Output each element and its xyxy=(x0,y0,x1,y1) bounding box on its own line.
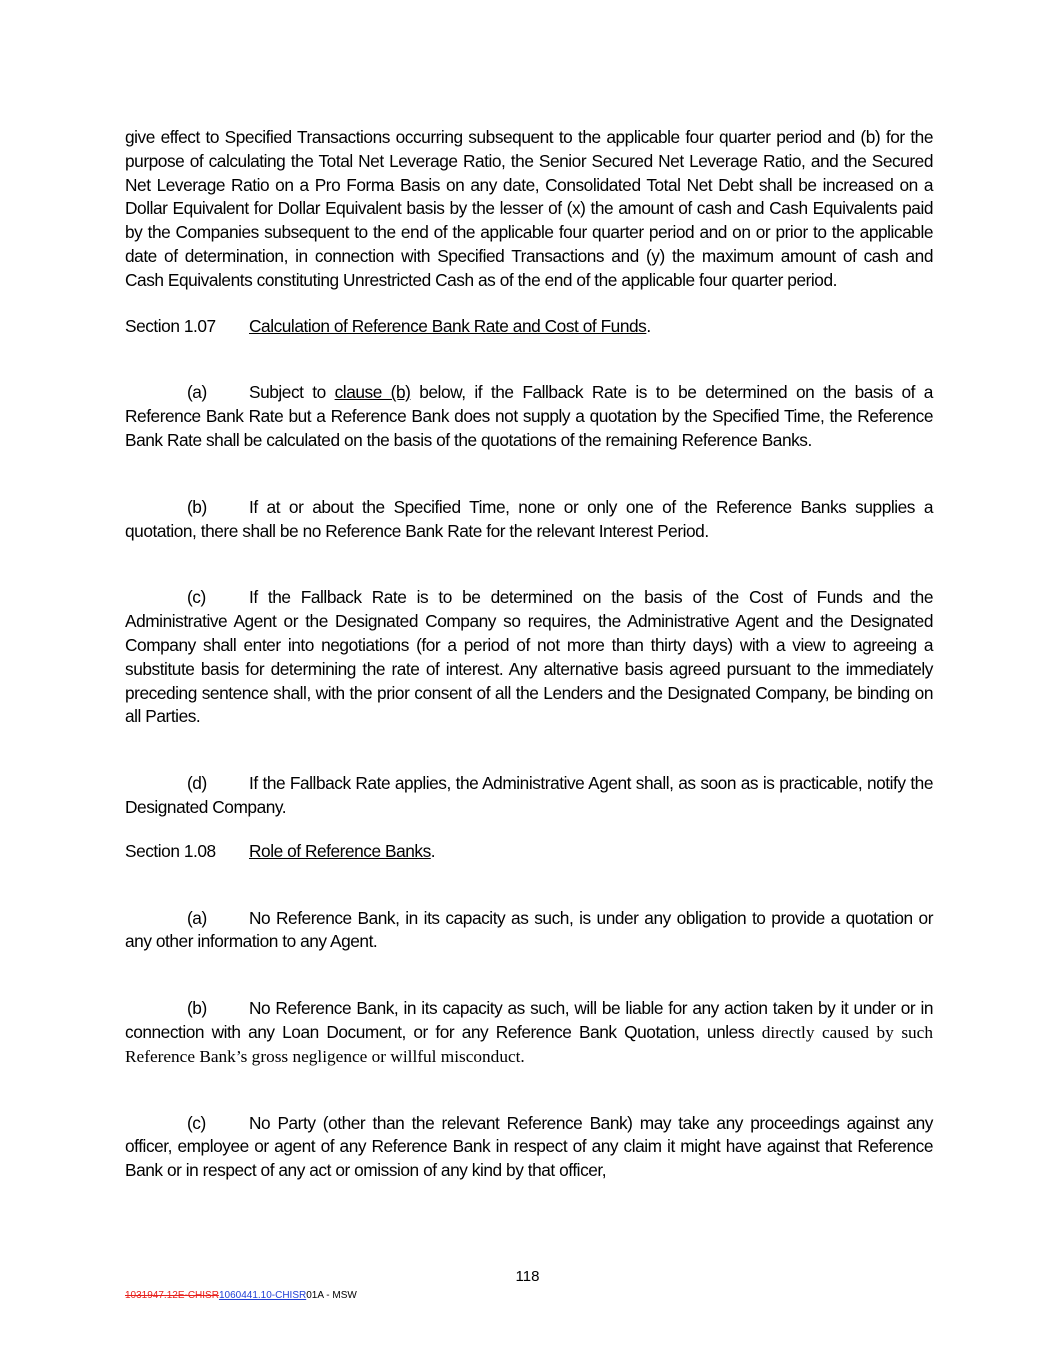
clause-text-post: below, if the Fallback Rate is to be determined on the basis of a Reference Bank Rate but a Reference Bank does not supply a quotation by the Specified Time, the Reference Bank Rate shall be calculated on the basis of the quotations of the remaining Reference Banks. xyxy=(125,382,933,450)
clause-text: No Party (other than the relevant Reference Bank) may take any proceedings against any officer, employee or agent of any Reference Bank in respect of any claim it might have against that Reference Bank or in respect of any act or omission of any kind by that officer, xyxy=(125,1112,933,1181)
document-page xyxy=(125,126,933,1183)
clause-1-08-b xyxy=(125,997,933,1068)
clause-label: (a) xyxy=(187,382,207,403)
clause-label: (a) xyxy=(187,907,207,928)
clause-label: (c) xyxy=(187,587,206,608)
clause-label: (b) xyxy=(187,496,207,517)
clause-1-07-b xyxy=(125,496,933,544)
clause-text: If the Fallback Rate is to be determined on the basis of the Cost of Funds and the Administrative Agent or the Designated Company so requires, the Administrative Agent and the Designated Company shall enter into negotiations (for a period of not more than thirty days) with a view to agreeing a substitute basis for determining the rate of interest. Any alternative basis agreed pursuant to the immediately preceding sentence shall, with the prior consent of all the Lenders and the Designated Company, be binding on all Parties. xyxy=(125,587,933,727)
doc-id-suffix: 01A - MSW xyxy=(306,1290,357,1301)
clause-1-08-c xyxy=(125,1112,933,1183)
section-1-07-heading xyxy=(125,315,933,339)
clause-1-07-c xyxy=(125,586,933,729)
section-title-period: . xyxy=(646,315,651,336)
section-title: Role of Reference Banks xyxy=(249,840,431,861)
inserted-doc-id: 1060441.10-CHISR xyxy=(218,1290,307,1301)
deleted-doc-id: 1031947.12E-CHISR xyxy=(125,1290,219,1301)
clause-label: (c) xyxy=(187,1112,206,1133)
clause-text: If the Fallback Rate applies, the Administrative Agent shall, as soon as is practicable, notify the Designated Company. xyxy=(125,773,933,817)
page-number: 118 xyxy=(515,1268,540,1285)
clause-1-07-a xyxy=(125,381,933,452)
clause-text: No Reference Bank, in its capacity as such, is under any obligation to provide a quotation or any other information to any Agent. xyxy=(125,907,933,952)
section-number: Section 1.08 xyxy=(125,840,216,861)
section-title-period: . xyxy=(430,840,436,861)
clause-b-reference-link[interactable]: clause (b) xyxy=(334,382,411,403)
section-number: Section 1.07 xyxy=(125,315,216,336)
clause-text: If at or about the Specified Time, none or only one of the Reference Banks supplies a quotation, there shall be no Reference Bank Rate for the relevant Interest Period. xyxy=(125,496,933,541)
section-title: Calculation of Reference Bank Rate and Cost of Funds xyxy=(249,315,647,336)
clause-text-tail: directly caused by such Reference Bank’s gross negligence or willful misconduct. xyxy=(125,1022,933,1066)
clause-1-08-a xyxy=(125,907,933,955)
section-1-08-heading xyxy=(125,840,933,864)
clause-label: (b) xyxy=(187,998,207,1019)
clause-text-pre: Subject to xyxy=(249,382,335,403)
clause-1-07-d xyxy=(125,772,933,820)
document-id-footer xyxy=(125,1290,357,1301)
clause-label: (d) xyxy=(187,773,207,794)
intro-paragraph: give effect to Specified Transactions occurring subsequent to the applicable four quarter period and (b) for the purpose of calculating the Total Net Leverage Ratio, the Senior Secured Net Leverage Ratio, and the Secured Net Leverage Ratio on a Pro Forma Basis on any date, Consolidated Total Net Debt shall be increased on a Dollar Equivalent for Dollar Equivalent basis by the lesser of (x) the amount of cash and Cash Equivalents paid by the Companies subsequent to the end of the applicable four quarter period and on or prior to the applicable date of determination, in connection with Specified Transactions and (y) the maximum amount of cash and Cash Equivalents constituting Unrestricted Cash as of the end of the applicable four quarter period. xyxy=(125,127,933,290)
clause-text: No Reference Bank, in its capacity as such, will be liable for any action taken by it under or in connection with any Loan Document, or for any Reference Bank Quotation, unless xyxy=(125,998,933,1042)
